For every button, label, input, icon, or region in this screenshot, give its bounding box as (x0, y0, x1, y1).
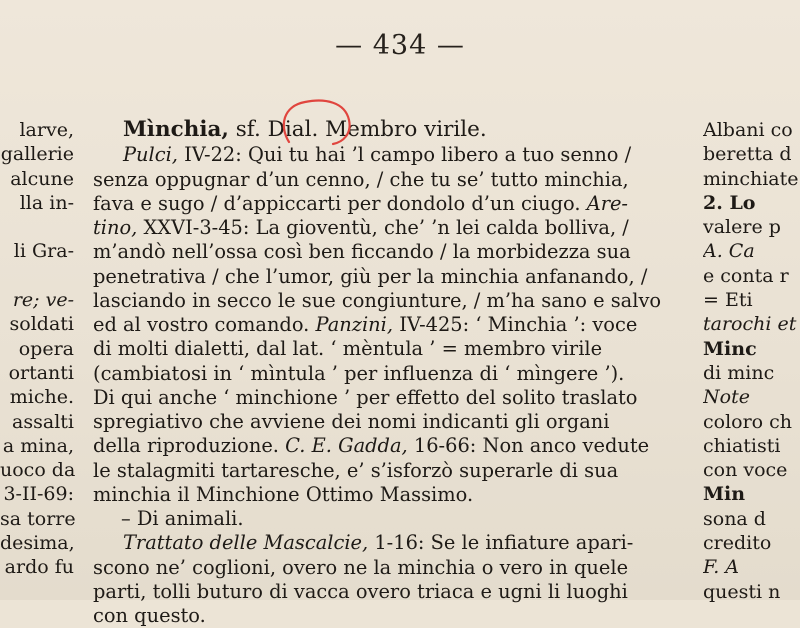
entry-line: con questo. (93, 604, 206, 627)
right-column-line: coloro ch (703, 410, 793, 433)
right-column-line: sona d (703, 507, 766, 530)
right-column-line: 2. Lo (703, 191, 756, 214)
left-column (0, 118, 78, 580)
page-number: — 434 — (335, 30, 465, 61)
left-column-line: 3-II-69: (3, 483, 74, 506)
right-column-line: credito (703, 532, 772, 555)
entry-line: le stalagmiti tartaresche, e’ s’isforzò superarle di sua (93, 458, 619, 482)
entry-line: spregiativo che avviene dei nomi indicanti gli organi (93, 410, 610, 433)
entry-line: (cambiatosi in ‘ mìntula ’ per influenza di ‘ mìngere ’). (93, 361, 625, 385)
right-column-line: chiatisti (703, 434, 781, 457)
right-column-line: valere p (703, 216, 781, 239)
entry-line: parti, tolli buturo di vacca overo triaca e ugni li luoghi (93, 579, 628, 603)
right-column-line: tarochi et (703, 313, 797, 336)
entry-text: ed al vostro comando. (93, 313, 310, 336)
left-column-line: alcune (10, 167, 74, 190)
right-column-line: Albani co (703, 119, 793, 141)
entry-line (93, 531, 693, 555)
right-column-line: = Eti (703, 289, 753, 312)
right-column-line: e conta r (703, 264, 789, 287)
left-column-line: miche. (9, 386, 74, 409)
entry-line: senza oppugnar d’un cenno, / che tu se’ tutto minchia, (93, 167, 629, 191)
left-column-line: ortanti (8, 361, 74, 384)
sub-sense: – Di animali. (121, 507, 244, 530)
left-column-line: gallerie (0, 143, 74, 166)
left-column-line: sa torre (0, 507, 76, 530)
entry-line: minchia il Minchione Ottimo Massimo. (93, 482, 474, 506)
citation-title: Trattato delle Mascalcie, (123, 531, 369, 555)
entry-text: 16-66: Non anco vedute (413, 434, 650, 458)
entry-line (93, 216, 693, 240)
entry-line (93, 434, 693, 458)
right-column-line: A. Ca (703, 240, 755, 263)
entry-line: m’andò nell’ossa così ben ficcando / la morbidezza sua (93, 240, 631, 264)
entry-line (93, 143, 693, 167)
entry-text: Qui tu hai ’l campo libero a tuo senno / (247, 143, 632, 167)
citation-ref: 1-16: (374, 531, 425, 555)
author-panzini: Panzini, (315, 313, 394, 336)
entry-heading (93, 118, 693, 142)
left-column-line: assalti (12, 410, 74, 433)
left-column-gap (0, 264, 74, 288)
entry-text: della riproduzione. (93, 434, 279, 458)
right-column-line: di minc (703, 361, 775, 384)
author-pulci: Pulci, (123, 143, 178, 167)
entry-line: scono ne’ coglioni, overo ne la minchia o vero in quele (93, 555, 629, 579)
entry-text: XXVI-3-45: La gioventù, che’ ’n lei calda bolliva, / (143, 216, 629, 239)
author-aretino: Are- (586, 191, 628, 215)
right-column (703, 118, 800, 604)
left-column-line: soldati (9, 313, 74, 336)
entry-text: IV-425: ‘ Minchia ’: voce (399, 313, 638, 336)
left-column-line: uoco da (0, 459, 76, 482)
right-column-line: questi n (703, 580, 781, 603)
left-column-line: li Gra- (13, 240, 74, 263)
entry-line: penetrativa / che l’umor, giù per la minchia anfanando, / (93, 264, 648, 288)
left-column-line: lla in- (19, 191, 74, 214)
region-label: Dial. (267, 117, 319, 142)
author-aretino: tino, (93, 216, 138, 239)
left-column-line: opera (18, 337, 74, 360)
right-column-line: minchiate (703, 167, 799, 190)
entry-line (93, 192, 693, 216)
entry-text: fava e sugo / d’appiccarti per dondolo d’un ciugo. (93, 191, 581, 215)
left-column-gap (0, 215, 74, 239)
right-column-line: F. A (703, 556, 740, 579)
entry-line (93, 313, 693, 337)
entry-line: lasciando in secco le sue congiunture, / m’ha sano e salvo (93, 288, 662, 312)
left-column-line: re; ve- (12, 289, 74, 312)
right-column-line: Min (703, 483, 746, 506)
entry-line: di molti dialetti, dal lat. ‘ mèntula ’ = membro virile (93, 337, 603, 361)
main-column (93, 118, 693, 628)
entry-text: Se le infiature apari- (430, 531, 634, 555)
right-column-line: Minc (703, 337, 757, 360)
part-of-speech: sf. (235, 117, 261, 142)
citation-ref: IV-22: (184, 143, 242, 167)
entry-line: Di qui anche ‘ minchione ’ per effetto del solito traslato (93, 385, 638, 409)
left-column-line: ardo fu (4, 556, 74, 579)
left-column-line: a mina, (2, 434, 74, 457)
right-column-line: Note (703, 386, 750, 409)
right-column-line: con voce (703, 459, 788, 482)
definition: Membro virile. (325, 117, 487, 142)
right-column-line: beretta d (703, 143, 792, 166)
left-column-line: desima, (0, 532, 75, 555)
headword: Mìnchia, (123, 117, 229, 142)
author-gadda: C. E. Gadda, (285, 434, 408, 458)
left-column-line: larve, (19, 119, 74, 141)
